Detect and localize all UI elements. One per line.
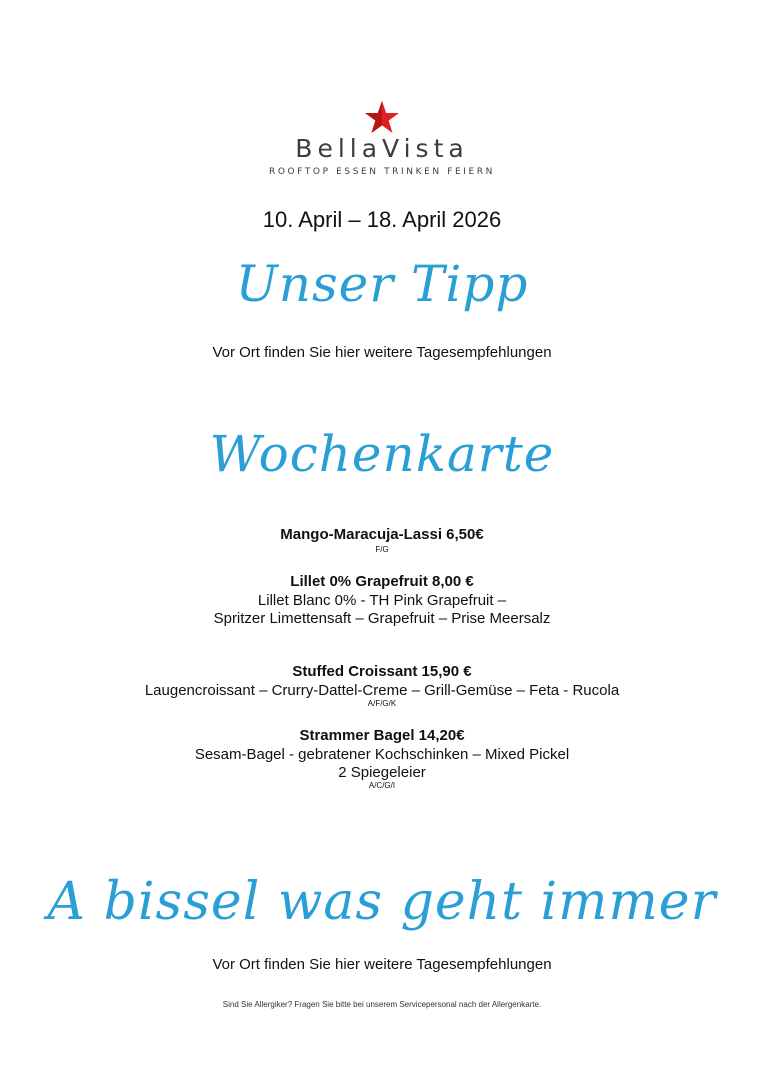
menu-item-name: Strammer Bagel 14,20€ (299, 727, 465, 744)
menu-item-description: 2 Spiegeleier (338, 764, 426, 781)
closing-title: A bissel was geht immer (47, 872, 717, 932)
week-title: Wochenkarte (209, 425, 555, 483)
menu-item-description: Sesam-Bagel - gebratener Kochschinken – Mixed Pickel (194, 746, 570, 763)
menu-item-description: Lillet Blanc 0% - TH Pink Grapefruit – (257, 592, 507, 609)
red-star-icon (364, 100, 400, 136)
menu-item-allergens: A/C/G/I (368, 781, 396, 790)
menu-item-description: Spritzer Limettensaft – Grapefruit – Prise Meersalz (213, 610, 551, 627)
tip-note: Vor Ort finden Sie hier weitere Tagesempfehlungen (212, 344, 552, 361)
menu-item-allergens: A/F/G/K (367, 699, 397, 708)
menu-item-name: Mango-Maracuja-Lassi 6,50€ (280, 526, 484, 543)
brand-tagline: ROOFTOP ESSEN TRINKEN FEIERN (268, 167, 495, 177)
menu-item-name: Stuffed Croissant 15,90 € (292, 663, 472, 680)
brand-name: BellaVista (295, 134, 469, 163)
menu-item-allergens: F/G (375, 545, 389, 554)
menu-item-name: Lillet 0% Grapefruit 8,00 € (290, 573, 474, 590)
closing-note: Vor Ort finden Sie hier weitere Tagesempfehlungen (212, 956, 552, 973)
tip-title: Unser Tipp (235, 255, 529, 313)
allergy-footer-note: Sind Sie Allergiker? Fragen Sie bitte bei unserem Servicepersonal nach der Allergenkarte. (222, 1000, 542, 1009)
date-range: 10. April – 18. April 2026 (262, 207, 502, 232)
menu-item-description: Laugencroissant – Crurry-Dattel-Creme – Grill-Gemüse – Feta - Rucola (144, 682, 620, 699)
